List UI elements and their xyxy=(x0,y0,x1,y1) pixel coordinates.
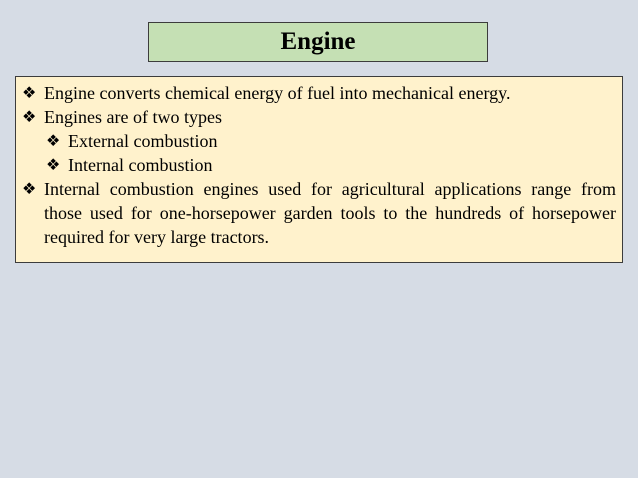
sub-bullet-text: Internal combustion xyxy=(68,155,213,175)
bullet-item xyxy=(22,177,616,249)
bullet-item xyxy=(22,81,616,105)
bullet-item xyxy=(22,105,616,129)
diamond-bullet-icon: ❖ xyxy=(22,83,37,102)
diamond-bullet-icon: ❖ xyxy=(46,131,61,150)
sub-bullet-text: External combustion xyxy=(68,131,218,151)
title-box xyxy=(148,22,488,62)
bullet-text: Internal combustion engines used for agricultural applications range from those used for one-horsepower garden tools to the hundreds of horsepower required for very large tractors. xyxy=(44,179,616,247)
sub-bullet-item xyxy=(22,153,616,177)
slide-title: Engine xyxy=(280,28,356,55)
bullet-text: Engine converts chemical energy of fuel into mechanical energy. xyxy=(44,83,511,103)
content-box xyxy=(15,76,623,263)
diamond-bullet-icon: ❖ xyxy=(22,107,37,126)
diamond-bullet-icon: ❖ xyxy=(22,179,37,198)
diamond-bullet-icon: ❖ xyxy=(46,155,61,174)
bullet-text: Engines are of two types xyxy=(44,107,222,127)
sub-bullet-item xyxy=(22,129,616,153)
